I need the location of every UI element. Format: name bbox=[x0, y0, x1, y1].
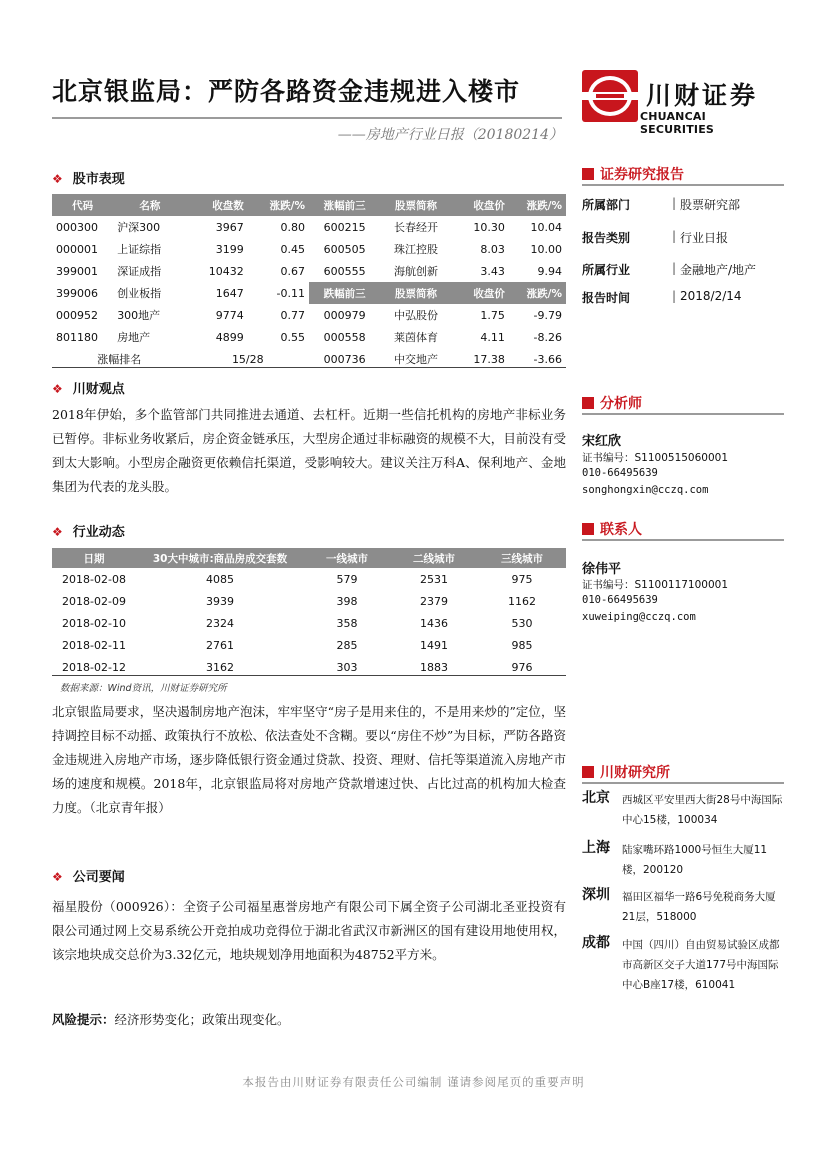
risk-note: 风险提示：经济形势变化；政策出现变化。 bbox=[52, 1012, 290, 1027]
logo-text-en: CHUANCAI SECURITIES bbox=[640, 110, 715, 136]
industry-paragraph: 北京银监局要求，坚决遏制房地产泡沫，牢牢坚守“房子是用来住的，不是用来炒的”定位，坚持调控目标不动摇、政策执行不放松、依法查处不含糊。要以“房住不炒”为目标，严防各路资金违规进入房地产市场，逐步降低银行资金通过贷款、投资、理财、信托等渠道流入房地产市场的速度和规模。2018年，北京银监局将对房地产贷款增速过快、占比过高的机构加大检查力度。（北京青年报） bbox=[52, 704, 566, 815]
company-paragraph: 福星股份（000926）：全资子公司福星惠誉房地产有限公司下属全资子公司湖北圣亚投资有限公司通过网上交易系统公开竞拍成功竞得位于湖北省武汉市新洲区的国有建设用地使用权，该宗地块成交总价为3.32亿元，地块规划净用地面积为48752平方米。 bbox=[52, 899, 566, 962]
contact-name: 徐伟平 bbox=[582, 562, 622, 577]
market-section-heading: ❖ 股市表现 bbox=[52, 172, 125, 187]
diamond-icon: ❖ bbox=[52, 382, 63, 396]
contact-phone: 010-66495639 bbox=[582, 594, 658, 606]
contact-heading: 联系人 bbox=[582, 519, 642, 539]
industry-table bbox=[52, 548, 566, 678]
table-row: 000001 上证综指 3199 0.45 600505 珠江控股 8.03 10.00 bbox=[56, 242, 562, 256]
page-footer: 本报告由川财证券有限责任公司编制 谨请参阅尾页的重要声明 bbox=[242, 1075, 585, 1089]
logo-mark-icon bbox=[582, 70, 638, 122]
table-row: 2018-02-12 3162 303 1883 976 bbox=[62, 660, 533, 674]
view-paragraph: 2018年伊始，多个监管部门共同推进去通道、去杠杆。近期一些信托机构的房地产非标业务已暂停。非标业务收紧后，房企资金链承压，大型房企通过非标融资的规模不大，目前没有受到太大影响。小型房企融资更依赖信托渠道，受影响较大。建议关注万科A、保利地产、金地集团为代表的龙头股。 bbox=[52, 407, 566, 494]
contact-cert: 证书编号：S1100117100001 bbox=[582, 579, 729, 591]
office-address-shenzhen: 福田区福华一路6号免税商务大厦21层，518000 bbox=[622, 891, 776, 923]
analyst-email[interactable]: songhongxin@cczq.com bbox=[582, 484, 709, 496]
table-row: 2018-02-09 3939 398 2379 1162 bbox=[62, 594, 536, 608]
office-city-beijing: 北京 bbox=[582, 790, 610, 806]
analyst-cert: 证书编号：S1100515060001 bbox=[582, 452, 729, 464]
sidebar-divider bbox=[582, 184, 784, 186]
office-city-shenzhen: 深圳 bbox=[582, 887, 610, 903]
table-row: 000300 沪深300 3967 0.80 600215 长春经开 10.30 10.04 bbox=[56, 220, 562, 234]
diamond-icon: ❖ bbox=[52, 172, 63, 186]
table-row: 399006 创业板指 1647 -0.11 跌幅前三 股票简称 收盘价 涨跌/% bbox=[52, 282, 566, 304]
sidebar-divider bbox=[582, 413, 784, 415]
office-address-chengdu: 中国（四川）自由贸易试验区成都市高新区交子大道177号中海国际中心B座17楼，610041 bbox=[622, 939, 780, 991]
report-heading: 证券研究报告 bbox=[582, 164, 684, 184]
diamond-icon: ❖ bbox=[52, 525, 63, 539]
industry-header-row: 日期 30大中城市:商品房成交套数 一线城市 二线城市 三线城市 bbox=[52, 548, 566, 568]
square-bullet-icon bbox=[582, 397, 594, 409]
institute-heading: 川财研究所 bbox=[582, 762, 670, 782]
sidebar-divider bbox=[582, 539, 784, 541]
industry-section-heading: ❖ 行业动态 bbox=[52, 525, 125, 540]
analyst-phone: 010-66495639 bbox=[582, 467, 658, 479]
office-address-beijing: 西城区平安里西大街28号中海国际中心15楼，100034 bbox=[622, 794, 783, 826]
square-bullet-icon bbox=[582, 766, 594, 778]
table-bottom-rule bbox=[52, 367, 566, 368]
report-subtitle: ——房地产行业日报（20180214） bbox=[337, 127, 563, 143]
view-section-heading: ❖ 川财观点 bbox=[52, 382, 125, 397]
company-logo bbox=[582, 70, 782, 136]
analyst-heading: 分析师 bbox=[582, 393, 642, 413]
square-bullet-icon bbox=[582, 168, 594, 180]
title-divider bbox=[52, 117, 562, 119]
office-city-chengdu: 成都 bbox=[582, 935, 610, 951]
square-bullet-icon bbox=[582, 523, 594, 535]
logo-text-cn: 川财证券 bbox=[646, 81, 759, 110]
analyst-name: 宋红欣 bbox=[582, 434, 622, 449]
table-bottom-rule bbox=[52, 675, 566, 676]
table-row: 399001 深证成指 10432 0.67 600555 海航创新 3.43 9.94 bbox=[56, 264, 562, 278]
table-row: 2018-02-11 2761 285 1491 985 bbox=[62, 638, 533, 652]
market-header-row: 代码 名称 收盘数 涨跌/% 涨幅前三 股票简称 收盘价 涨跌/% bbox=[52, 194, 566, 216]
table-row: 涨幅排名 15/28 000736 中交地产 17.38 -3.66 bbox=[97, 352, 562, 366]
data-source-note: 数据来源：Wind资讯，川财证券研究所 bbox=[60, 683, 227, 694]
company-section-heading: ❖ 公司要闻 bbox=[52, 870, 125, 885]
diamond-icon: ❖ bbox=[52, 870, 63, 884]
table-row: 2018-02-10 2324 358 1436 530 bbox=[62, 616, 533, 630]
sidebar-divider bbox=[582, 782, 784, 784]
market-table bbox=[52, 194, 566, 370]
contact-email[interactable]: xuweiping@cczq.com bbox=[582, 611, 696, 623]
office-address-shanghai: 陆家嘴环路1000号恒生大厦11楼，200120 bbox=[622, 844, 768, 876]
office-city-shanghai: 上海 bbox=[582, 840, 610, 856]
report-title: 北京银监局：严防各路资金违规进入楼市 bbox=[52, 77, 521, 106]
table-row: 2018-02-08 4085 579 2531 975 bbox=[62, 572, 533, 586]
table-row: 801180 房地产 4899 0.55 000558 莱茵体育 4.11 -8.26 bbox=[56, 330, 562, 344]
table-row: 000952 300地产 9774 0.77 000979 中弘股份 1.75 -9.79 bbox=[56, 308, 562, 322]
